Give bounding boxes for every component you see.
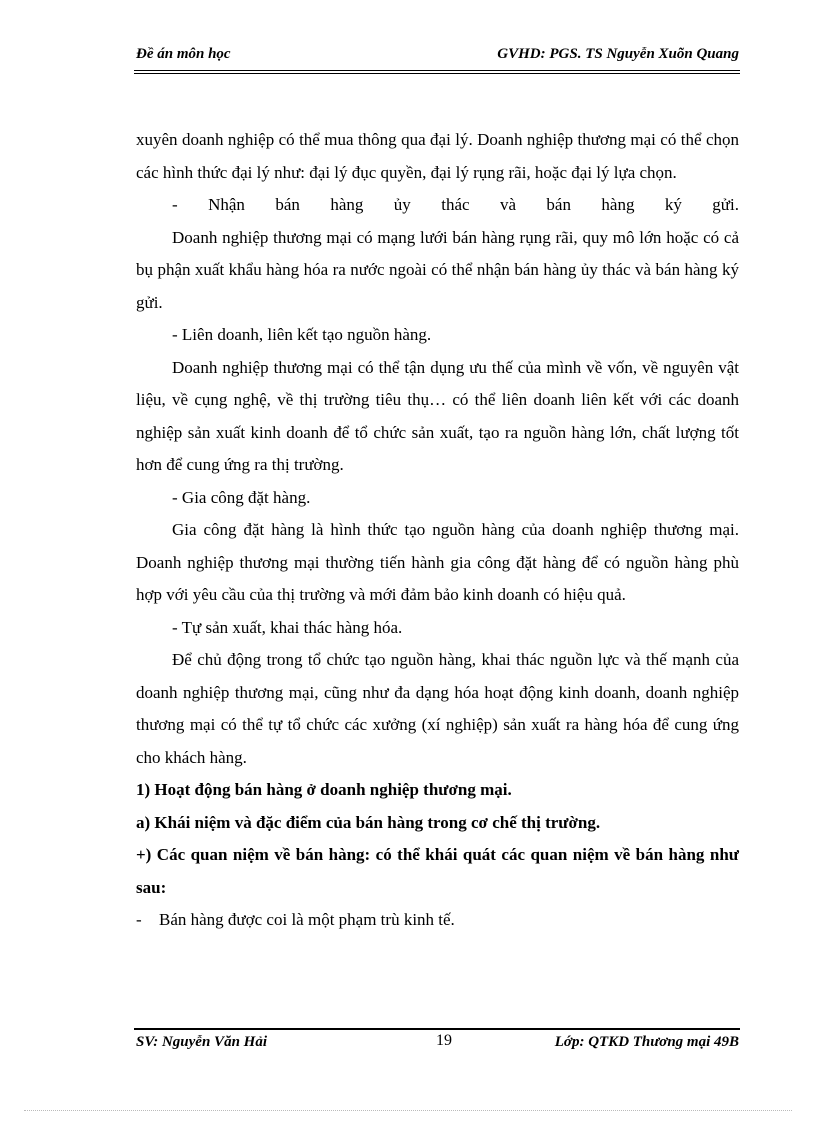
- paragraph-self-production: Để chủ động trong tổ chức tạo nguồn hàng, khai thác nguồn lực và thế mạnh của doanh nghiệp thương mại, cũng như đa dạng hóa hoạt động kinh doanh, doanh nghiệp thương mại có thể tự tổ chức các xưởng (xí nghiệp) sản xuất ra hàng hóa để cung ứng cho khách hàng.: [136, 650, 739, 767]
- heading-sales-views: +) Các quan niệm về bán hàng: có thể khái quát các quan niệm về bán hàng như sau:: [136, 845, 739, 897]
- list-dash: -: [136, 910, 142, 929]
- heading-sales-concept: a) Khái niệm và đặc điểm của bán hàng trong cơ chế thị trường.: [136, 812, 601, 832]
- list-item-text: Bán hàng được coi là một phạm trù kinh tế.: [159, 910, 455, 929]
- paragraph-joint-venture: Doanh nghiệp thương mại có thể tận dụng ưu thế của mình về vốn, về nguyên vật liệu, về cụng nghệ, về thị trường tiêu thụ… có thể liên doanh liên kết với các doanh nghiệp sản xuất kinh doanh để tổ chức sản xuất, tạo ra nguồn hàng lớn, chất lượng tốt hơn để cung ứng ra thị trường.: [136, 357, 739, 474]
- paragraph-consignment: Doanh nghiệp thương mại có mạng lưới bán hàng rụng rãi, quy mô lớn hoặc có cả bụ phận xuất khẩu hàng hóa ra nước ngoài có thể nhận bán hàng ủy thác và bán hàng ký gửi.: [136, 227, 739, 312]
- list-item: [136, 904, 739, 937]
- footer-class: Lớp: QTKD Thương mại 49B: [554, 1034, 739, 1050]
- paragraph-processing-order: Gia công đặt hàng là hình thức tạo nguồn hàng của doanh nghiệp thương mại. Doanh nghiệp thương mại thường tiến hành gia công đặt hàng để có nguồn hàng phù hợp với yêu cầu của thị trường và mới đảm bảo kinh doanh có hiệu quả.: [136, 520, 739, 604]
- bullet-processing-order: - Gia công đặt hàng.: [172, 487, 311, 507]
- page-header: [136, 46, 739, 68]
- page-body: [136, 124, 739, 937]
- footer-rule: [134, 1028, 740, 1030]
- page-footer: [136, 1034, 739, 1056]
- heading-sales-activity: 1) Hoạt động bán hàng ở doanh nghiệp thương mại.: [136, 780, 512, 799]
- footer-student: SV: Nguyễn Văn Hải: [136, 1034, 267, 1050]
- header-course-title: Đề án môn học: [136, 46, 231, 62]
- page-number: 19: [436, 1032, 452, 1049]
- header-rule: [134, 70, 740, 74]
- page-bottom-border: [24, 1110, 792, 1111]
- bullet-consignment: - Nhận bán hàng ủy thác và bán hàng ký gửi.: [172, 195, 739, 214]
- bullet-joint-venture: - Liên doanh, liên kết tạo nguồn hàng.: [172, 325, 432, 344]
- bullet-self-production: - Tự sản xuất, khai thác hàng hóa.: [172, 617, 403, 637]
- paragraph-agency: xuyên doanh nghiệp có thể mua thông qua đại lý. Doanh nghiệp thương mại có thể chọn các hình thức đại lý như: đại lý đục quyền, đại lý rụng rãi, hoặc đại lý lựa chọn.: [136, 130, 739, 182]
- header-supervisor: GVHD: PGS. TS Nguyễn Xuõn Quang: [497, 46, 739, 62]
